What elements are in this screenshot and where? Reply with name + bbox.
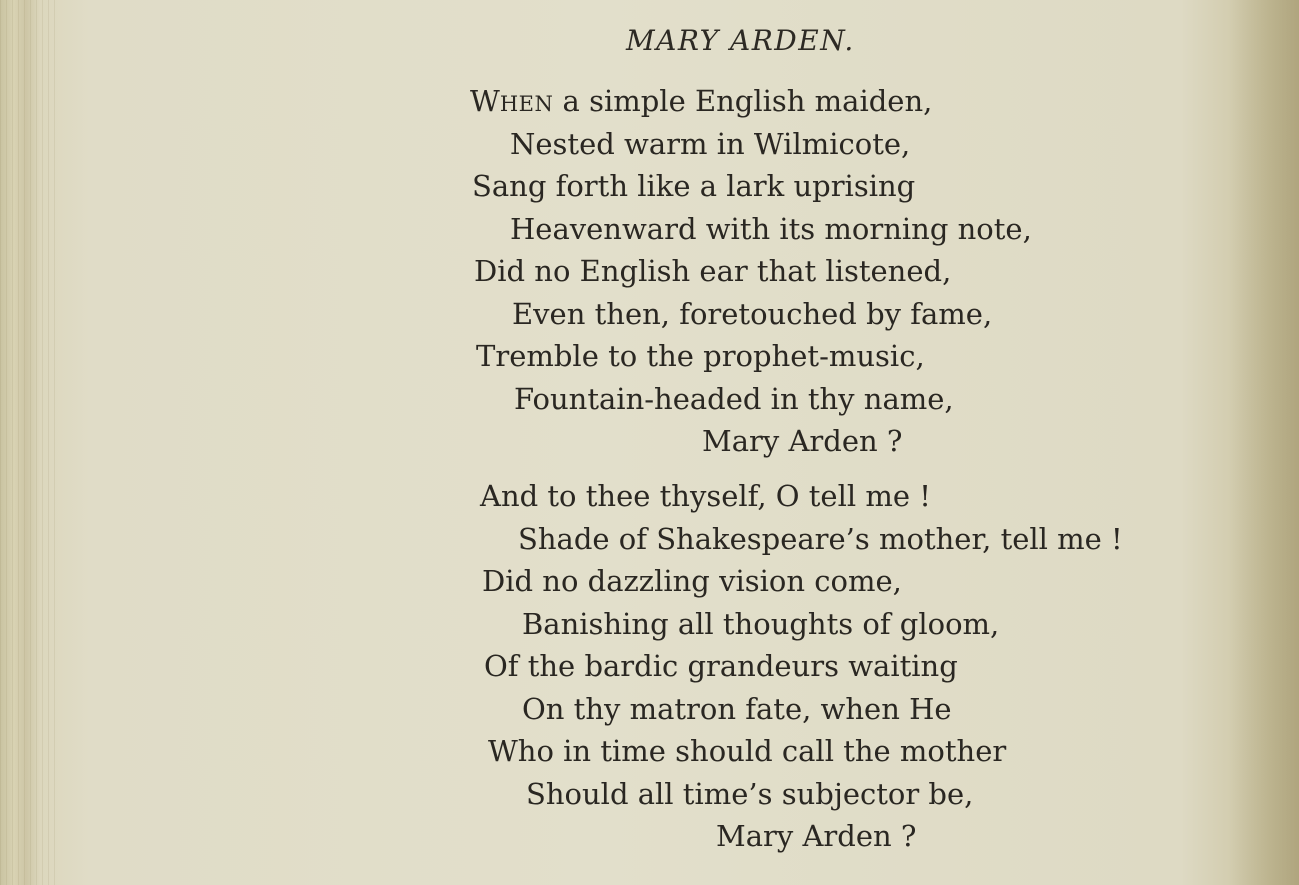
poem-line: Banishing all thoughts of gloom,: [522, 607, 1000, 641]
poem-line: Sang forth like a lark uprising: [472, 169, 916, 203]
poem-line: Should all time’s subjector be,: [526, 777, 974, 811]
small-caps-word: [470, 84, 553, 118]
poem-line: Even then, foretouched by fame,: [512, 297, 993, 331]
page-shadow-right: [1229, 0, 1299, 885]
poem-line: On thy matron fate, when He: [522, 692, 952, 726]
poem-line: Did no dazzling vision come,: [482, 564, 902, 598]
poem-line: And to thee thyself, O tell me !: [480, 479, 931, 513]
page-edges-left: [0, 0, 60, 885]
poem-line: Heavenward with its morning note,: [510, 212, 1032, 246]
poem-refrain: Mary Arden ?: [702, 424, 903, 458]
small-caps-rest: HEN: [499, 92, 554, 116]
poem-line: Did no English ear that listened,: [474, 254, 952, 288]
poem-refrain: Mary Arden ?: [716, 819, 917, 853]
poem-line: Tremble to the prophet-music,: [476, 339, 925, 373]
poem-line: WHEN a simple English maiden,: [470, 84, 933, 118]
poem-line: Shade of Shakespeare’s mother, tell me !: [518, 522, 1123, 556]
poem-title: MARY ARDEN.: [626, 24, 855, 57]
drop-letter: W: [470, 84, 500, 118]
poem-line: Fountain-headed in thy name,: [514, 382, 954, 416]
poem-line: Nested warm in Wilmicote,: [510, 127, 911, 161]
poem-line: Of the bardic grandeurs waiting: [484, 649, 958, 683]
poem-line: Who in time should call the mother: [488, 734, 1007, 768]
